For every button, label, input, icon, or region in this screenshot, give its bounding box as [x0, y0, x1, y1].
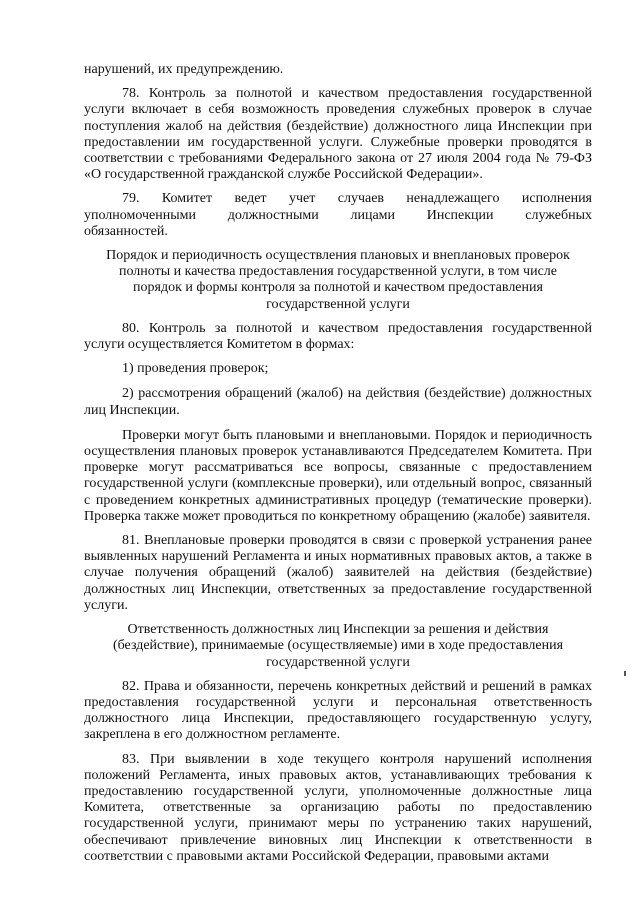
margin-mark [624, 671, 626, 676]
paragraph-81: 81. Внеплановые проверки проводятся в связи с проверкой устранения ранее выявленных нарушений Регламента и иных нормативных правовых актов, а также в случае получения обращений (жалоб) заявителей на действия (бездействие) должностных лиц Инспекции, ответственных за предоставление государственной услуги. [84, 533, 592, 613]
paragraph-78: 78. Контроль за полнотой и качеством предоставления государственной услуги включает в себя возможность проведения служебных проверок в случае поступления жалоб на действия (бездействие) должностного лица Инспекции при предоставлении им государственной услуги. Служебные проверки проводятся в соответствии с требованиями Федерального закона от 27 июля 2004 года № 79-ФЗ «О государственной гражданской службе Российской Федерации». [84, 86, 592, 183]
paragraph-83: 83. При выявлении в ходе текущего контроля нарушений исполнения положений Регламента, иных правовых актов, устанавливающих требования к предоставлению государственной услуги, уполномоченные должностные лица Комитета, ответственные за организацию работы по предоставлению государственной услуги, принимают меры по устранению таких нарушений, обеспечивают привлечение виновных лиц Инспекции к ответственности в соответствии с правовыми актами Российской Федерации, правовыми актами [84, 751, 592, 864]
list-item-1: 1) проведения проверок; [122, 361, 269, 377]
section-heading-responsibility: Ответственность должностных лиц Инспекции за решения и действия (бездействие), принимаемые (осуществляемые) ими в ходе предоставления государственной услуги [112, 622, 564, 670]
list-item-2: 2) рассмотрения обращений (жалоб) на действия (бездействие) должностных лиц Инспекции. [84, 386, 592, 418]
paragraph-82: 82. Права и обязанности, перечень конкретных действий и решений в рамках предоставления государственной услуги и персональная ответственность должностного лица Инспекции, предоставляющего государственную услугу, закреплена в его должностном регламенте. [84, 678, 592, 743]
paragraph-79: 79. Комитет ведет учет случаев ненадлежащего исполнения уполномоченными должностными лицами Инспекции служебных обязанностей. [84, 191, 592, 239]
paragraph-80: 80. Контроль за полнотой и качеством предоставления государственной услуги осуществляется Комитетом в формах: [84, 320, 592, 353]
section-heading-inspections: Порядок и периодичность осуществления плановых и внеплановых проверок полноты и качества предоставления государственной услуги, в том числе порядок и формы контроля за полнотой и качеством предоставления государственной услуги [106, 248, 570, 312]
paragraph-continuation: нарушений, их предупреждению. [84, 62, 284, 77]
document-page [84, 62, 592, 873]
paragraph-checks: Проверки могут быть плановыми и внеплановыми. Порядок и периодичность осуществления плановых проверок устанавливаются Председателем Комитета. При проверке могут рассматриваться все вопросы, связанные с предоставлением государственной услуги (комплексные проверки), или отдельный вопрос, связанный с проведением конкретных административных процедур (тематические проверки). Проверка также может проводиться по конкретному обращению (жалобе) заявителя. [84, 427, 592, 524]
